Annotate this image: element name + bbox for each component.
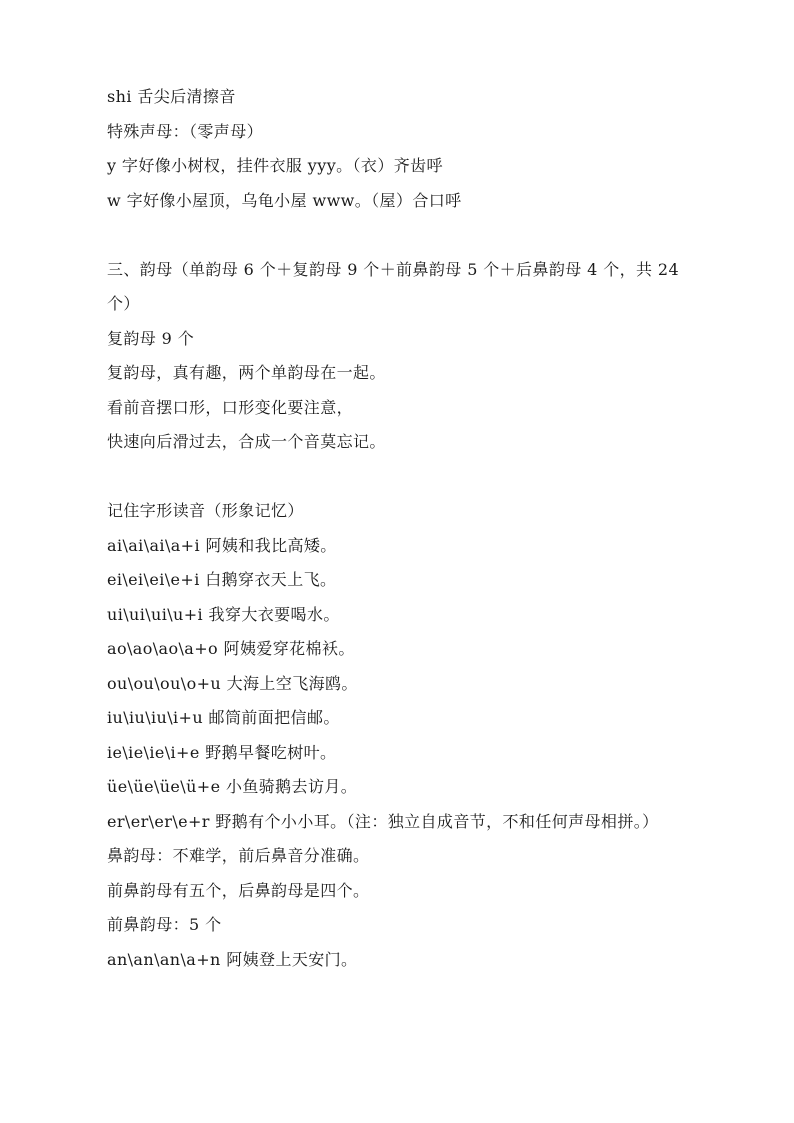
section-heading-finals: 三、韵母（单韵母 6 个＋复韵母 9 个＋前鼻韵母 5 个＋后鼻韵母 4 个，共 24 个） [107,259,680,313]
text-line-rhyme-1: 复韵母，真有趣，两个单韵母在一起。 [107,363,386,382]
text-line-y: y 字好像小树杈，挂件衣服 yyy。（衣）齐齿呼 [107,156,443,175]
text-line-ei: ei\ei\ei\e+i 白鹅穿衣天上飞。 [107,570,337,589]
text-line-w: w 字好像小屋顶，乌龟小屋 www。（屋）合口呼 [107,190,462,210]
blank-line [107,460,707,495]
text-line-ue: üe\üe\üe\ü+e 小鱼骑鹅去访月。 [107,777,358,796]
text-line-nasal-finals: 鼻韵母：不难学，前后鼻音分准确。 [107,846,370,865]
text-line-nasal-count: 前鼻韵母有五个，后鼻韵母是四个。 [107,880,370,900]
text-line-rhyme-3: 快速向后滑过去，合成一个音莫忘记。 [107,432,386,451]
text-line-shi: shi 舌尖后清擦音 [107,87,236,106]
text-line-rhyme-2: 看前音摆口形，口形变化要注意， [107,397,354,417]
text-line-ai: ai\ai\ai\a+i 阿姨和我比高矮。 [107,535,337,555]
blank-line [107,218,707,253]
text-line-special-initials: 特殊声母：（零声母） [107,121,264,141]
text-line-front-nasal-heading: 前鼻韵母：5 个 [107,915,222,934]
text-line-ou: ou\ou\ou\o+u 大海上空飞海鸥。 [107,673,358,693]
text-line-er: er\er\er\e+r 野鹅有个小小耳。（注：独立自成音节，不和任何声母相拼。） [107,811,659,831]
text-line-compound-finals-count: 复韵母 9 个 [107,328,195,348]
text-line-ie: ie\ie\ie\i+e 野鹅早餐吃树叶。 [107,742,337,762]
text-line-ui: ui\ui\ui\u+i 我穿大衣要喝水。 [107,604,340,624]
text-line-memory-heading: 记住字形读音（形象记忆） [107,501,304,520]
text-line-iu: iu\iu\iu\i+u 邮筒前面把信邮。 [107,708,340,727]
text-line-ao: ao\ao\ao\a+o 阿姨爱穿花棉袄。 [107,639,355,658]
text-line-an: an\an\an\a+n 阿姨登上天安门。 [107,949,358,969]
document-page [107,80,707,977]
